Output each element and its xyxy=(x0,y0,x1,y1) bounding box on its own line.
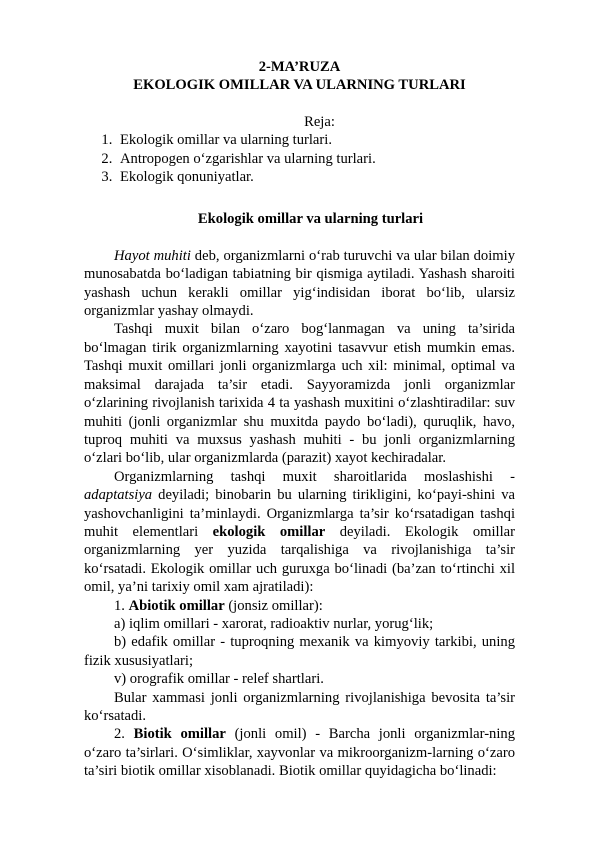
lecture-title: EKOLOGIK OMILLAR VA ULARNING TURLARI xyxy=(133,77,466,94)
term-abiotik-omillar: Abiotik omillar xyxy=(128,597,225,614)
term-biotik-omillar: Biotik omillar xyxy=(133,726,226,743)
list-item-abiotik xyxy=(84,597,515,615)
list-text: (jonsiz omillar): xyxy=(224,597,323,614)
section-heading: Ekologik omillar va ularning turlari xyxy=(197,211,424,228)
plan-item: 1. Ekologik omillar va ularning turlari. xyxy=(116,131,515,149)
sub-item-a: a) iqlim omillari - xarorat, radioaktiv nurlar, yorug‘lik; xyxy=(114,615,434,632)
term-ekologik-omillar: ekologik omillar xyxy=(212,523,326,540)
plan-heading: Reja: xyxy=(304,113,335,130)
list-item-biotik xyxy=(84,725,515,780)
paragraph-bular: Bular xammasi jonli organizmlarning rivojlanishiga bevosita ta’sir ko‘rsatadi. xyxy=(84,689,515,724)
paragraph-tashqi-muxit: Tashqi muxit bilan o‘zaro bog‘lanmagan va uning ta’sirida bo‘lmagan tirik organizmlarning xayotini tasavvur etish mumkin emas. Tashqi muxit omillari jonli organizmlarga uch xil: minimal, optimal va maksimal darajada ta’sir etadi. Sayyoramizda jonli organizmlar o‘zlarining rivojlanish tarixida 4 ta yashash muxitini o‘zlashtiradilar: suv muhiti (jonli organizmlar shu muxitda paydo bo‘ladi), quruqlik, havo, tuproq muhiti va muxsus yashash muhiti - bu jonli organizmlarning o‘zlari bo‘lib, ular organizmlarda (parazit) xayot kechiradalar. xyxy=(84,321,515,467)
paragraph-text: Organizmlarning tashqi muxit sharoitlarida moslashishi - xyxy=(114,468,515,485)
paragraph-text: deyiladi. Ekologik omillar organizmlarning yer yuzida tarqalishiga va rivojlanishiga ta’sir ko‘rsatadi. Ekologik omillar uch guruxga bo‘linadi (ba’zan to‘rtinchi xil omil, ya’ni tarixiy omil xam ajratiladi): xyxy=(84,523,515,596)
lecture-number: 2-MA’RUZA xyxy=(258,59,341,75)
paragraph-adaptatsiya xyxy=(84,468,515,597)
paragraph-hayot-muhiti xyxy=(84,247,515,321)
term-hayot-muhiti: Hayot muhiti xyxy=(114,247,191,264)
paragraph-text: deyiladi; binobarin bu ularning tirikligini, ko‘payi-shini va yashovchanligini ta’minlaydi. Organizmlarga ta’sir ko‘rsatadigan tashqi muhit elementlari xyxy=(84,487,515,540)
term-adaptatsiya: adaptatsiya xyxy=(84,487,153,504)
paragraph-text: deb, organizmlarni o‘rab turuvchi va ular bilan doimiy munosabatda bo‘ladigan tabiatning bir qismiga aytiladi. Yashash sharoiti yashash uchun kerakli omillar yig‘indisidan iborat bo‘lib, ularsiz organizmlar yashay olmaydi. xyxy=(84,247,515,320)
list-number: 2. xyxy=(114,726,134,743)
plan-list xyxy=(84,131,515,186)
plan-item: 3. Ekologik qonuniyatlar. xyxy=(116,168,515,186)
list-text: (jonli omil) - Barcha jonli organizmlar-ning o‘zaro ta’sirlari. O‘simliklar, xayvonlar va mikroorganizm-larning o‘zaro ta’siri biotik omillar xisoblanadi. Biotik omillar quyidagicha bo‘linadi: xyxy=(84,726,515,780)
sub-item-b: b) edafik omillar - tuproqning mexanik va kimyoviy tarkibi, uning fizik xususiyatlari; xyxy=(84,634,515,669)
list-number: 1. xyxy=(114,597,129,614)
plan-item: 2. Antropogen o‘zgarishlar va ularning turlari. xyxy=(116,150,515,168)
sub-item-v: v) orografik omillar - relef shartlari. xyxy=(114,671,324,688)
